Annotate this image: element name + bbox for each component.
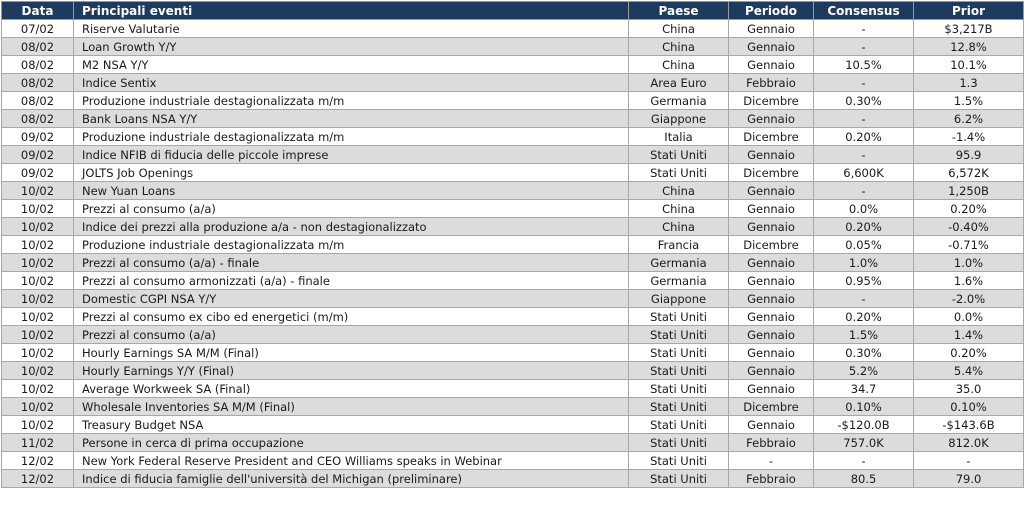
table-row <box>2 290 1024 308</box>
table-row <box>2 38 1024 56</box>
table-row <box>2 362 1024 380</box>
cell-prior: -0.71% <box>914 236 1024 254</box>
cell-paese: Stati Uniti <box>629 326 729 344</box>
cell-data: 10/02 <box>2 182 74 200</box>
cell-prior: 95.9 <box>914 146 1024 164</box>
cell-prior: $3,217B <box>914 20 1024 38</box>
table-row <box>2 56 1024 74</box>
table-row <box>2 326 1024 344</box>
cell-periodo: Gennaio <box>729 272 814 290</box>
cell-paese: Germania <box>629 254 729 272</box>
cell-prior: 35.0 <box>914 380 1024 398</box>
cell-evento: New York Federal Reserve President and CEO Williams speaks in Webinar <box>74 452 629 470</box>
cell-periodo: Gennaio <box>729 200 814 218</box>
cell-consensus: -$120.0B <box>814 416 914 434</box>
cell-data: 08/02 <box>2 38 74 56</box>
cell-consensus: 0.0% <box>814 200 914 218</box>
cell-evento: Wholesale Inventories SA M/M (Final) <box>74 398 629 416</box>
cell-periodo: Gennaio <box>729 290 814 308</box>
cell-paese: Giappone <box>629 110 729 128</box>
cell-periodo: Dicembre <box>729 128 814 146</box>
cell-paese: Stati Uniti <box>629 146 729 164</box>
cell-prior: -2.0% <box>914 290 1024 308</box>
cell-consensus: 34.7 <box>814 380 914 398</box>
cell-paese: China <box>629 200 729 218</box>
cell-consensus: 0.20% <box>814 308 914 326</box>
header-row <box>2 2 1024 20</box>
cell-periodo: Gennaio <box>729 416 814 434</box>
cell-evento: Average Workweek SA (Final) <box>74 380 629 398</box>
cell-prior: 0.20% <box>914 344 1024 362</box>
table-row <box>2 164 1024 182</box>
cell-evento: Indice NFIB di fiducia delle piccole imprese <box>74 146 629 164</box>
cell-prior: -0.40% <box>914 218 1024 236</box>
cell-paese: Germania <box>629 92 729 110</box>
cell-consensus: 0.30% <box>814 92 914 110</box>
cell-evento: Bank Loans NSA Y/Y <box>74 110 629 128</box>
cell-periodo: Gennaio <box>729 326 814 344</box>
table-row <box>2 20 1024 38</box>
table-row <box>2 110 1024 128</box>
cell-paese: Stati Uniti <box>629 434 729 452</box>
cell-evento: Riserve Valutarie <box>74 20 629 38</box>
cell-periodo: Dicembre <box>729 398 814 416</box>
cell-prior: 10.1% <box>914 56 1024 74</box>
cell-periodo: Febbraio <box>729 74 814 92</box>
cell-prior: 79.0 <box>914 470 1024 488</box>
cell-consensus: 0.20% <box>814 218 914 236</box>
cell-consensus: - <box>814 452 914 470</box>
cell-data: 08/02 <box>2 74 74 92</box>
cell-consensus: - <box>814 74 914 92</box>
cell-periodo: Gennaio <box>729 380 814 398</box>
table-row <box>2 416 1024 434</box>
header-consensus: Consensus <box>814 2 914 20</box>
cell-periodo: Dicembre <box>729 92 814 110</box>
cell-paese: Stati Uniti <box>629 452 729 470</box>
table-row <box>2 182 1024 200</box>
cell-paese: Stati Uniti <box>629 380 729 398</box>
cell-periodo: Dicembre <box>729 236 814 254</box>
cell-consensus: 0.05% <box>814 236 914 254</box>
cell-paese: Italia <box>629 128 729 146</box>
cell-evento: Persone in cerca di prima occupazione <box>74 434 629 452</box>
cell-data: 10/02 <box>2 200 74 218</box>
cell-consensus: 6,600K <box>814 164 914 182</box>
table-row <box>2 452 1024 470</box>
cell-consensus: 0.20% <box>814 128 914 146</box>
cell-data: 10/02 <box>2 326 74 344</box>
cell-paese: Stati Uniti <box>629 470 729 488</box>
cell-data: 12/02 <box>2 470 74 488</box>
cell-prior: 1.0% <box>914 254 1024 272</box>
cell-paese: Francia <box>629 236 729 254</box>
cell-paese: Stati Uniti <box>629 164 729 182</box>
cell-data: 08/02 <box>2 56 74 74</box>
cell-periodo: Gennaio <box>729 146 814 164</box>
table-row <box>2 398 1024 416</box>
table-row <box>2 218 1024 236</box>
table-row <box>2 254 1024 272</box>
cell-data: 10/02 <box>2 218 74 236</box>
cell-consensus: - <box>814 182 914 200</box>
cell-consensus: - <box>814 110 914 128</box>
table-row <box>2 380 1024 398</box>
cell-paese: China <box>629 56 729 74</box>
cell-paese: China <box>629 38 729 56</box>
cell-consensus: 757.0K <box>814 434 914 452</box>
cell-evento: Hourly Earnings SA M/M (Final) <box>74 344 629 362</box>
cell-prior: 5.4% <box>914 362 1024 380</box>
cell-periodo: Gennaio <box>729 362 814 380</box>
cell-consensus: 80.5 <box>814 470 914 488</box>
cell-evento: Indice dei prezzi alla produzione a/a - non destagionalizzato <box>74 218 629 236</box>
cell-consensus: 10.5% <box>814 56 914 74</box>
cell-paese: Stati Uniti <box>629 308 729 326</box>
cell-evento: Indice di fiducia famiglie dell'università del Michigan (preliminare) <box>74 470 629 488</box>
cell-data: 10/02 <box>2 398 74 416</box>
header-data: Data <box>2 2 74 20</box>
cell-periodo: Gennaio <box>729 38 814 56</box>
cell-periodo: Gennaio <box>729 110 814 128</box>
cell-periodo: Gennaio <box>729 218 814 236</box>
table-row <box>2 236 1024 254</box>
cell-prior: 0.10% <box>914 398 1024 416</box>
cell-periodo: Gennaio <box>729 344 814 362</box>
cell-prior: 6,572K <box>914 164 1024 182</box>
cell-prior: 1.4% <box>914 326 1024 344</box>
table-row <box>2 92 1024 110</box>
cell-evento: Prezzi al consumo (a/a) <box>74 326 629 344</box>
cell-consensus: 1.0% <box>814 254 914 272</box>
cell-data: 10/02 <box>2 308 74 326</box>
cell-data: 10/02 <box>2 344 74 362</box>
cell-periodo: Febbraio <box>729 470 814 488</box>
table-row <box>2 434 1024 452</box>
cell-data: 11/02 <box>2 434 74 452</box>
cell-prior: 1.3 <box>914 74 1024 92</box>
cell-data: 10/02 <box>2 272 74 290</box>
cell-paese: Area Euro <box>629 74 729 92</box>
cell-data: 08/02 <box>2 92 74 110</box>
cell-evento: Prezzi al consumo (a/a) - finale <box>74 254 629 272</box>
cell-consensus: 5.2% <box>814 362 914 380</box>
table-row <box>2 74 1024 92</box>
cell-consensus: - <box>814 290 914 308</box>
cell-evento: Domestic CGPI NSA Y/Y <box>74 290 629 308</box>
cell-evento: M2 NSA Y/Y <box>74 56 629 74</box>
cell-prior: 12.8% <box>914 38 1024 56</box>
cell-prior: - <box>914 452 1024 470</box>
table-row <box>2 344 1024 362</box>
table-row <box>2 128 1024 146</box>
cell-data: 10/02 <box>2 236 74 254</box>
cell-data: 10/02 <box>2 254 74 272</box>
cell-paese: Giappone <box>629 290 729 308</box>
cell-prior: 0.0% <box>914 308 1024 326</box>
cell-evento: Prezzi al consumo (a/a) <box>74 200 629 218</box>
cell-prior: 1.5% <box>914 92 1024 110</box>
cell-periodo: Gennaio <box>729 56 814 74</box>
cell-prior: 812.0K <box>914 434 1024 452</box>
table-row <box>2 470 1024 488</box>
header-paese: Paese <box>629 2 729 20</box>
cell-paese: Stati Uniti <box>629 416 729 434</box>
cell-evento: Produzione industriale destagionalizzata m/m <box>74 128 629 146</box>
table-row <box>2 146 1024 164</box>
cell-evento: JOLTS Job Openings <box>74 164 629 182</box>
cell-prior: -1.4% <box>914 128 1024 146</box>
cell-data: 12/02 <box>2 452 74 470</box>
cell-evento: Prezzi al consumo armonizzati (a/a) - finale <box>74 272 629 290</box>
header-prior: Prior <box>914 2 1024 20</box>
cell-evento: Prezzi al consumo ex cibo ed energetici (m/m) <box>74 308 629 326</box>
cell-prior: 1.6% <box>914 272 1024 290</box>
cell-data: 10/02 <box>2 362 74 380</box>
cell-prior: -$143.6B <box>914 416 1024 434</box>
cell-data: 10/02 <box>2 290 74 308</box>
cell-evento: New Yuan Loans <box>74 182 629 200</box>
cell-consensus: 0.30% <box>814 344 914 362</box>
cell-paese: China <box>629 218 729 236</box>
cell-consensus: 1.5% <box>814 326 914 344</box>
table-row <box>2 272 1024 290</box>
cell-evento: Hourly Earnings Y/Y (Final) <box>74 362 629 380</box>
cell-evento: Produzione industriale destagionalizzata m/m <box>74 92 629 110</box>
cell-periodo: Dicembre <box>729 164 814 182</box>
cell-evento: Treasury Budget NSA <box>74 416 629 434</box>
cell-consensus: - <box>814 146 914 164</box>
cell-periodo: Gennaio <box>729 254 814 272</box>
cell-paese: China <box>629 182 729 200</box>
cell-consensus: 0.10% <box>814 398 914 416</box>
cell-data: 09/02 <box>2 146 74 164</box>
events-calendar-table <box>1 1 1024 488</box>
cell-periodo: Gennaio <box>729 182 814 200</box>
cell-prior: 6.2% <box>914 110 1024 128</box>
header-eventi: Principali eventi <box>74 2 629 20</box>
cell-data: 08/02 <box>2 110 74 128</box>
cell-paese: China <box>629 20 729 38</box>
cell-paese: Stati Uniti <box>629 344 729 362</box>
cell-consensus: - <box>814 38 914 56</box>
cell-data: 09/02 <box>2 128 74 146</box>
cell-periodo: Gennaio <box>729 20 814 38</box>
header-periodo: Periodo <box>729 2 814 20</box>
cell-evento: Loan Growth Y/Y <box>74 38 629 56</box>
cell-evento: Indice Sentix <box>74 74 629 92</box>
cell-data: 10/02 <box>2 416 74 434</box>
table-row <box>2 308 1024 326</box>
cell-paese: Stati Uniti <box>629 362 729 380</box>
cell-prior: 1,250B <box>914 182 1024 200</box>
cell-consensus: 0.95% <box>814 272 914 290</box>
cell-paese: Germania <box>629 272 729 290</box>
cell-data: 10/02 <box>2 380 74 398</box>
cell-periodo: Febbraio <box>729 434 814 452</box>
cell-consensus: - <box>814 20 914 38</box>
cell-periodo: Gennaio <box>729 308 814 326</box>
table-row <box>2 200 1024 218</box>
cell-data: 07/02 <box>2 20 74 38</box>
cell-prior: 0.20% <box>914 200 1024 218</box>
cell-paese: Stati Uniti <box>629 398 729 416</box>
cell-evento: Produzione industriale destagionalizzata m/m <box>74 236 629 254</box>
cell-periodo: - <box>729 452 814 470</box>
cell-data: 09/02 <box>2 164 74 182</box>
